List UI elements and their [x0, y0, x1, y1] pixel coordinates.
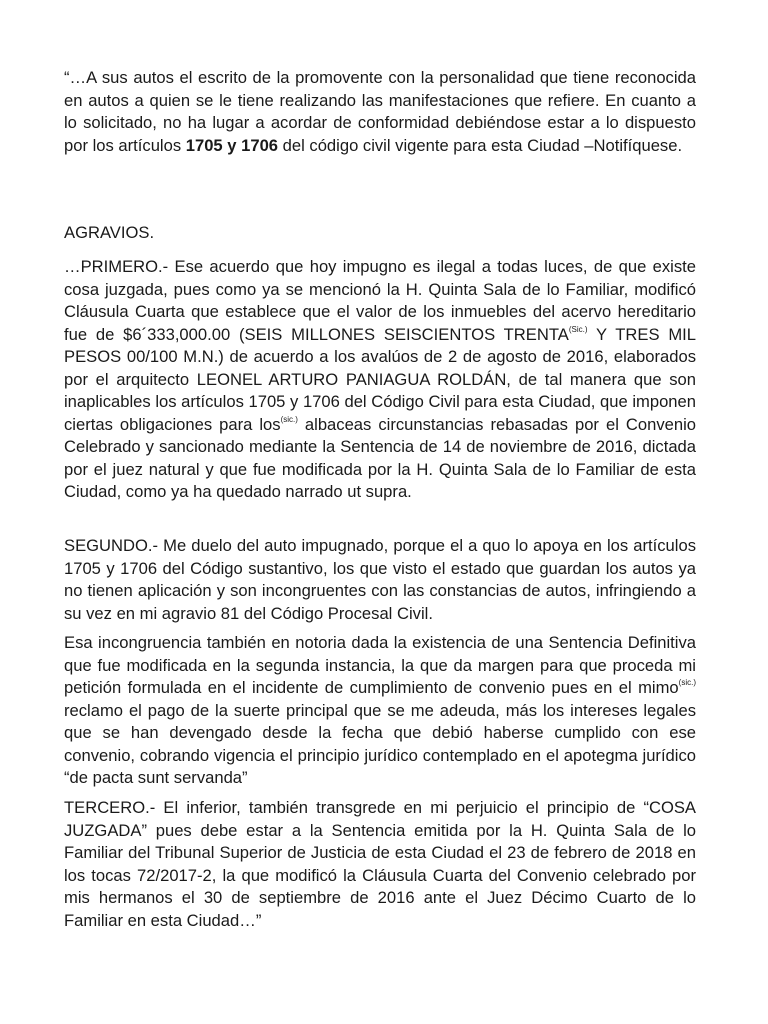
paragraph-auto-bold-articles: 1705 y 1706	[185, 135, 279, 155]
paragraph-primero-text-1: …PRIMERO.- Ese acuerdo que hoy impugno es ilegal a todas luces, de que existe cosa juzgada, pues como ya se mencionó la H. Quinta Sala de lo Familiar, modificó Cláusula Cuarta que establece que el valor de los inmuebles del acervo hereditario fue de $6´333,000.00 (SEIS MILLONES SEISCIENTOS TRENTA	[64, 257, 696, 344]
heading-agravios-text: AGRAVIOS.	[64, 223, 155, 242]
paragraph-tercero	[64, 797, 696, 932]
paragraph-incongruencia	[64, 632, 696, 790]
heading-agravios	[64, 222, 696, 245]
paragraph-primero-text-3: albaceas circunstancias rebasadas por el Convenio Celebrado y sancionado mediante la Sentencia de 14 de noviembre de 2016, dictada por el juez natural y que fue modificada por la H. Quinta Sala de lo Familiar de esta Ciudad, como ya ha quedado narrado ut supra.	[64, 414, 696, 501]
paragraph-auto	[64, 67, 696, 157]
paragraph-incongruencia-text-1: Esa incongruencia también en notoria dada la existencia de una Sentencia Definitiva que fue modificada en la segunda instancia, la que da margen para que proceda mi petición formulada en el incidente de cumplimiento de convenio pues en el mimo	[64, 633, 696, 697]
paragraph-primero-sic-2: (sic.)	[280, 414, 298, 424]
paragraph-segundo-text: SEGUNDO.- Me duelo del auto impugnado, porque el a quo lo apoya en los artículos 1705 y 1706 del Código sustantivo, los que visto el estado que guardan los autos ya no tienen aplicación y son incongruentes con las constancias de autos, infringiendo a su vez en mi agravio 81 del Código Procesal Civil.	[64, 536, 696, 623]
paragraph-auto-text-2: del código civil vigente para esta Ciudad –Notifíquese.	[278, 135, 683, 155]
paragraph-primero	[64, 256, 696, 504]
paragraph-auto-text-1: “…A sus autos el escrito de la promovente con la personalidad que tiene reconocida en autos a quien se le tiene realizando las manifestaciones que refiere. En cuanto a lo solicitado, no ha lugar a acordar de conformidad debiéndose estar a lo dispuesto por los artículos	[64, 68, 696, 155]
paragraph-segundo	[64, 535, 696, 625]
paragraph-tercero-text: TERCERO.- El inferior, también transgrede en mi perjuicio el principio de “COSA JUZGADA” pues debe estar a la Sentencia emitida por la H. Quinta Sala de lo Familiar del Tribunal Superior de Justicia de esta Ciudad el 23 de febrero de 2018 en los tocas 72/2017-2, la que modificó la Cláusula Cuarta del Convenio celebrado por mis hermanos el 30 de septiembre de 2016 ante el Juez Décimo Cuarto de lo Familiar en esta Ciudad…”	[64, 798, 696, 930]
paragraph-incongruencia-sic: (sic.)	[678, 678, 696, 688]
paragraph-incongruencia-text-2: reclamo el pago de la suerte principal que se me adeuda, más los intereses legales que se han devengado desde la fecha que debió haberse cumplido con ese convenio, cobrando vigencia el principio jurídico contemplado en el apotegma jurídico “de pacta sunt servanda”	[64, 700, 696, 787]
paragraph-primero-sic-1: (Sic.)	[568, 324, 588, 334]
paragraph-primero-text-2: Y TRES MIL PESOS 00/100 M.N.) de acuerdo a los avalúos de 2 de agosto de 2016, elaborados por el arquitecto LEONEL ARTURO PANIAGUA ROLDÁN, de tal manera que son inaplicables los artículos 1705 y 1706 del Código Civil para esta Ciudad, que imponen ciertas obligaciones para los	[64, 324, 697, 434]
